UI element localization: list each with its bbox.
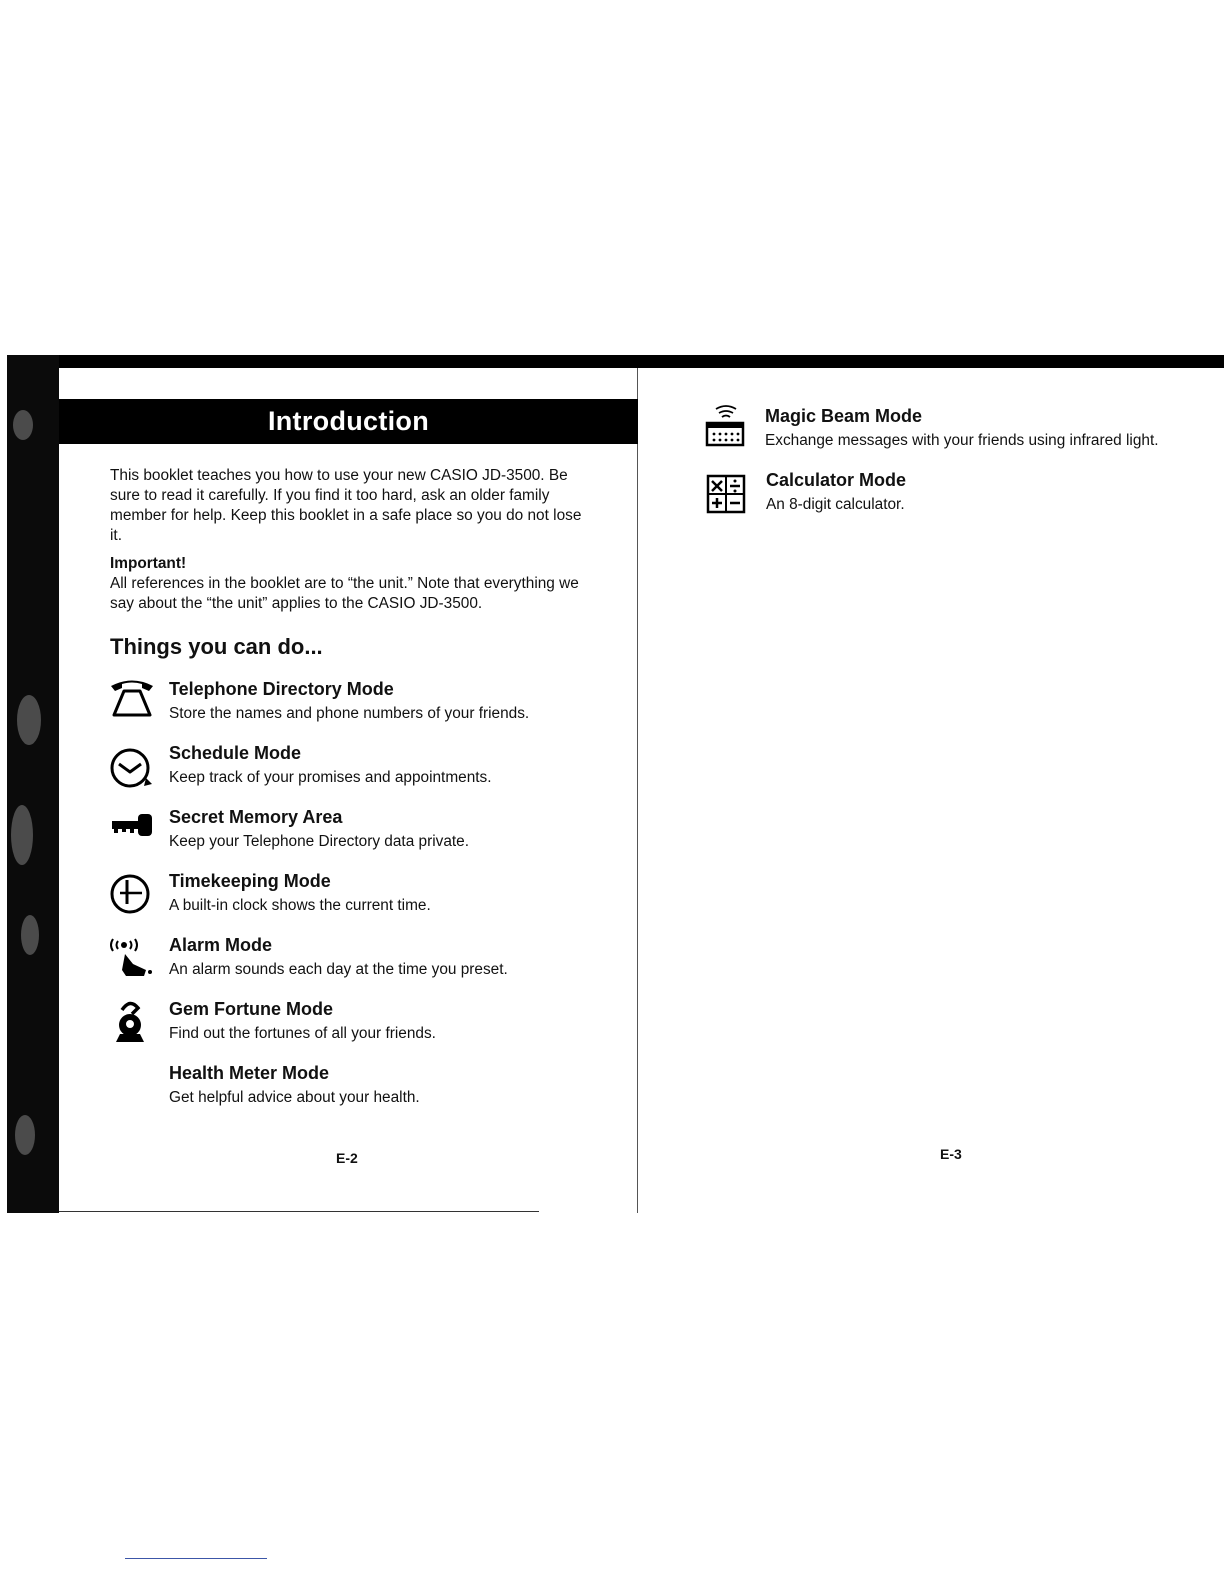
mode-name: Gem Fortune Mode (169, 999, 334, 1019)
scan-border-top (7, 355, 1224, 368)
mode-name: Telephone Directory Mode (169, 679, 394, 699)
mode-telephone-directory (169, 678, 529, 724)
mode-magic-beam (765, 405, 1159, 451)
mode-name: Timekeeping Mode (169, 871, 331, 891)
mode-secret-memory (169, 806, 469, 852)
page-number-left: E-2 (336, 1150, 358, 1166)
mode-desc: A built-in clock shows the current time. (169, 897, 431, 914)
mode-desc: An alarm sounds each day at the time you preset. (169, 961, 508, 978)
mode-name: Health Meter Mode (169, 1063, 330, 1083)
telephone-icon (108, 675, 156, 723)
section-title: Things you can do... (110, 634, 323, 659)
mode-name: Schedule Mode (169, 743, 302, 763)
mode-desc: An 8-digit calculator. (766, 496, 905, 513)
mode-name: Magic Beam Mode (765, 406, 923, 426)
introduction-banner: Introduction (59, 399, 638, 444)
scan-border-bottom (59, 1211, 539, 1212)
stray-line (125, 1558, 267, 1559)
page-divider (637, 368, 638, 1213)
mode-calculator (766, 469, 906, 515)
mode-desc: Keep track of your promises and appointments. (169, 769, 492, 786)
mode-timekeeping (169, 870, 431, 916)
mode-desc: Store the names and phone numbers of your friends. (169, 705, 530, 722)
mode-desc: Exchange messages with your friends using infrared light. (765, 432, 1159, 449)
key-icon (108, 806, 156, 854)
mode-gem-fortune (169, 998, 436, 1044)
page-number-right: E-3 (940, 1146, 962, 1162)
mode-health-meter (169, 1062, 420, 1108)
intro-paragraph: This booklet teaches you how to use your new CASIO JD-3500. Be sure to read it carefully. If you find it too hard, ask an older family member for help. Keep this booklet in a safe place so you do not lose it. (110, 467, 582, 544)
important-text: All references in the booklet are to “the unit.” Note that everything we say about the “the unit” applies to the CASIO JD-3500. (110, 575, 579, 612)
clock-icon (108, 872, 156, 920)
mode-schedule (169, 742, 492, 788)
mode-alarm (169, 934, 508, 980)
important-heading: Important! (110, 555, 187, 572)
mode-desc: Find out the fortunes of all your friends. (169, 1025, 436, 1042)
mode-name: Secret Memory Area (169, 807, 343, 827)
scan-border-left (7, 355, 59, 1213)
gem-fortune-icon (108, 998, 156, 1046)
calculator-icon (705, 473, 753, 521)
infrared-beam-icon (704, 403, 752, 451)
mode-desc: Keep your Telephone Directory data private. (169, 833, 470, 850)
mode-name: Calculator Mode (766, 470, 907, 490)
alarm-bell-icon (106, 934, 154, 982)
mode-desc: Get helpful advice about your health. (169, 1089, 420, 1106)
schedule-clock-icon (108, 744, 156, 792)
mode-name: Alarm Mode (169, 935, 273, 955)
